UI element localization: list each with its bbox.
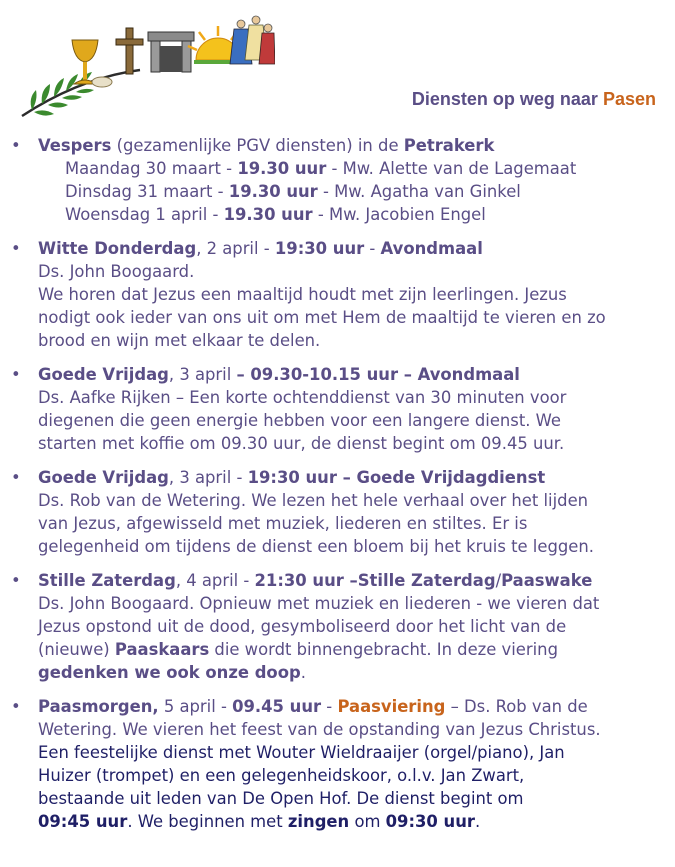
service-line (38, 363, 661, 386)
service-line (38, 134, 661, 157)
text-segment: Vespers (38, 136, 112, 155)
service-line (38, 306, 661, 329)
text-segment: , 4 april - (175, 571, 255, 590)
text-segment: 19:30 uur – Goede Vrijdagdienst (247, 468, 546, 487)
service-line (38, 260, 661, 283)
text-segment: starten met koffie om 09.30 uur, de dienst begint om 09.45 uur. (38, 434, 565, 453)
text-segment: Paasmorgen, (38, 697, 159, 716)
service-line (38, 489, 661, 512)
service-line (38, 592, 661, 615)
text-segment: zingen (287, 812, 350, 831)
text-segment: Goede Vrijdag (38, 468, 169, 487)
text-segment: / (495, 571, 502, 590)
text-segment: 09.45 uur (232, 697, 322, 716)
text-segment: bestaande uit leden van De Open Hof. De dienst begint om (38, 789, 524, 808)
service-line (38, 810, 661, 833)
service-line (38, 718, 661, 741)
service-sub-line (38, 157, 661, 180)
text-segment: - Mw. Agatha van Ginkel (317, 182, 521, 201)
text-segment: , 2 april - (196, 239, 275, 258)
service-sub-line (38, 180, 661, 203)
service-line (38, 237, 661, 260)
text-segment: . We beginnen met (127, 812, 288, 831)
text-segment: 09:30 uur (385, 812, 475, 831)
palm-branch-icon (22, 70, 140, 116)
text-segment: gelegenheid om tijdens de dienst een bloem bij het kruis te leggen. (38, 537, 594, 556)
service-line (38, 283, 661, 306)
text-segment: Jezus opstond uit de dood, gesymboliseerd door het licht van de (38, 617, 567, 636)
text-segment: die wordt binnengebracht. In deze viering (209, 640, 558, 659)
text-segment: Maandag 30 maart - (65, 159, 238, 178)
service-list (0, 134, 675, 844)
text-segment: - Mw. Alette van de Lagemaat (326, 159, 577, 178)
text-segment: Ds. Rob van de Wetering. We lezen het hele verhaal over het lijden (38, 491, 589, 510)
service-item (0, 363, 675, 455)
text-segment: diegenen die geen energie hebben voor een langere dienst. We (38, 411, 562, 430)
bullet-icon: • (11, 365, 21, 384)
service-line (38, 569, 661, 592)
service-line (38, 409, 661, 432)
text-segment: 19:30 uur (274, 239, 365, 258)
women-at-tomb-icon (230, 16, 275, 64)
text-segment: om (349, 812, 386, 831)
service-line (38, 661, 661, 684)
text-segment: 5 april - (158, 697, 233, 716)
service-item (0, 569, 675, 684)
service-line (38, 386, 661, 409)
title-highlight: Pasen (602, 89, 656, 109)
bullet-icon: • (11, 571, 21, 590)
text-segment: Wetering. We vieren het feest van de opstanding van Jezus Christus. (38, 720, 601, 739)
text-segment: 19.30 uur (237, 159, 327, 178)
text-segment: 21:30 uur –Stille Zaterdag (254, 571, 496, 590)
service-line (38, 329, 661, 352)
text-segment: Ds. John Boogaard. (38, 262, 195, 281)
text-segment: . (474, 812, 481, 831)
text-segment: gedenken we ook onze doop (38, 663, 301, 682)
text-segment: . (300, 663, 306, 682)
text-segment: van Jezus, afgewisseld met muziek, liederen en stiltes. Er is (38, 514, 528, 533)
service-line (38, 512, 661, 535)
title-prefix: Diensten op weg naar (411, 89, 598, 109)
service-line (38, 787, 661, 810)
text-segment: brood en wijn met elkaar te delen. (38, 331, 321, 350)
text-segment: Stille Zaterdag (38, 571, 176, 590)
bullet-icon: • (11, 239, 21, 258)
text-segment: – 09.30-10.15 uur – Avondmaal (236, 365, 520, 384)
chalice-icon (72, 40, 112, 87)
text-segment: 19.30 uur (223, 205, 313, 224)
bullet-icon: • (11, 468, 21, 487)
service-item (0, 466, 675, 558)
service-line (38, 615, 661, 638)
text-segment: , 3 april (168, 365, 237, 384)
text-segment: Ds. Aafke Rijken – Een korte ochtenddienst van 30 minuten voor (38, 388, 567, 407)
service-line (38, 466, 661, 489)
text-segment: Avondmaal (380, 239, 483, 258)
text-segment: Goede Vrijdag (38, 365, 169, 384)
text-segment: Petrakerk (403, 136, 495, 155)
text-segment: (nieuwe) (38, 640, 115, 659)
bullet-icon: • (11, 697, 21, 716)
text-segment: Huizer (trompet) en een gelegenheidskoor, o.l.v. Jan Zwart, (38, 766, 525, 785)
text-segment: Paaswake (501, 571, 593, 590)
text-segment: (gezamenlijke PGV diensten) in de (111, 136, 404, 155)
service-item (0, 237, 675, 352)
text-segment: - (321, 697, 338, 716)
text-segment: Een feestelijke dienst met Wouter Wieldraaijer (orgel/piano), Jan (38, 743, 565, 762)
service-line (38, 741, 661, 764)
text-segment: Paaskaars (114, 640, 210, 659)
service-line (38, 764, 661, 787)
bullet-icon: • (11, 136, 21, 155)
text-segment: 19.30 uur (228, 182, 318, 201)
service-item (0, 134, 675, 226)
text-segment: We horen dat Jezus een maaltijd houdt met zijn leerlingen. Jezus (38, 285, 567, 304)
service-line (38, 535, 661, 558)
text-segment: Woensdag 1 april - (65, 205, 224, 224)
text-segment: Witte Donderdag (38, 239, 197, 258)
text-segment: , 3 april - (168, 468, 248, 487)
easter-symbols-logo (20, 12, 275, 120)
service-item (0, 695, 675, 833)
service-line (38, 695, 661, 718)
service-line (38, 638, 661, 661)
text-segment: nodigt ook ieder van ons uit om met Hem de maaltijd te vieren en zo (38, 308, 606, 327)
tomb-icon (148, 32, 194, 72)
cross-icon (116, 28, 143, 74)
text-segment: 09:45 uur (38, 812, 128, 831)
text-segment: - Mw. Jacobien Engel (312, 205, 486, 224)
service-sub-line (38, 203, 661, 226)
text-segment: Dinsdag 31 maart - (65, 182, 229, 201)
service-line (38, 432, 661, 455)
text-segment: - (364, 239, 381, 258)
text-segment: – Ds. Rob van de (445, 697, 588, 716)
text-segment: Paasviering (337, 697, 446, 716)
page-title (412, 89, 656, 110)
text-segment: Ds. John Boogaard. Opnieuw met muziek en liederen - we vieren dat (38, 594, 600, 613)
